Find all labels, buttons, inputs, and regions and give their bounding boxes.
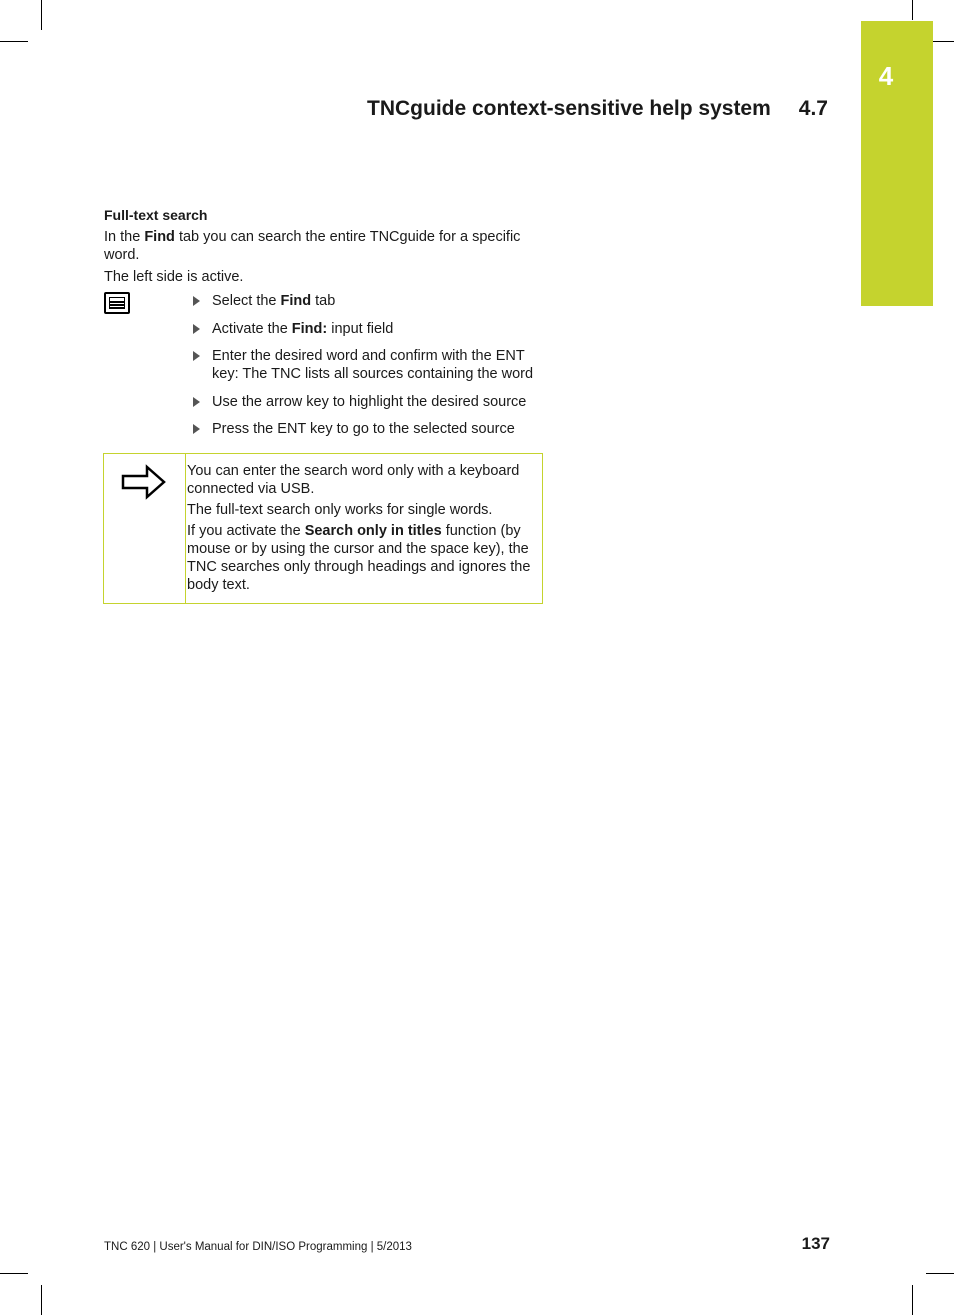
bullet-triangle-icon (193, 351, 200, 361)
arrow-right-icon (121, 464, 167, 500)
note-divider (185, 454, 186, 603)
note-text (187, 462, 537, 597)
text-run-bold: Search only in titles (304, 523, 442, 539)
text-run-bold: Find (144, 229, 175, 245)
text-run: input field (327, 320, 394, 337)
chapter-tab (861, 21, 933, 306)
text-run: Press the ENT key to go to the selected source (212, 421, 515, 437)
crop-mark (0, 1273, 28, 1274)
crop-mark (41, 1285, 42, 1315)
page-number: 137 (801, 1234, 830, 1253)
text-run: function (by mouse or by using the cursor and the space key), the TNC searches only through headings and ignores the body text. (187, 523, 531, 593)
list-item (193, 320, 543, 338)
bullet-triangle-icon (193, 296, 200, 306)
intro-paragraph (104, 228, 544, 264)
list-item (193, 292, 543, 310)
active-side-paragraph: The left side is active. (104, 269, 244, 285)
crop-mark (912, 0, 913, 20)
list-item (193, 420, 543, 438)
list-item (193, 347, 543, 383)
footer-text: TNC 620 | User's Manual for DIN/ISO Programming | 5/2013 (104, 1241, 412, 1253)
operating-steps-icon (104, 292, 130, 314)
text-run: If you activate the (187, 523, 305, 539)
text-run-bold: Find: (291, 320, 328, 337)
step-list (193, 292, 543, 448)
chapter-number: 4 (878, 61, 894, 91)
crop-mark (926, 1273, 954, 1274)
text-run: tab (311, 293, 336, 309)
note-paragraph: You can enter the search word only with a keyboard connected via USB. (187, 463, 520, 497)
note-paragraph: The full-text search only works for single words. (187, 502, 493, 518)
text-run: Use the arrow key to highlight the desired source (212, 393, 527, 410)
bullet-triangle-icon (193, 397, 200, 407)
running-head-title: TNCguide context-sensitive help system (367, 97, 771, 120)
text-run: In the (104, 229, 145, 245)
bullet-triangle-icon (193, 324, 200, 334)
section-heading: Full-text search (104, 207, 208, 223)
list-item (193, 393, 543, 411)
main-content (104, 206, 544, 290)
text-run: Activate the (212, 320, 292, 337)
note-box (103, 453, 543, 604)
text-run: Select the (212, 293, 281, 309)
note-paragraph (187, 522, 537, 594)
running-head (300, 97, 828, 121)
text-run: Enter the desired word and confirm with the ENT key: The TNC lists all sources containing the word (212, 348, 534, 382)
text-run-bold: Find (280, 293, 312, 309)
running-head-section: 4.7 (798, 97, 828, 120)
bullet-triangle-icon (193, 424, 200, 434)
text-run: tab you can search the entire TNCguide for a specific word. (104, 229, 521, 263)
crop-mark (0, 41, 28, 42)
crop-mark (912, 1285, 913, 1315)
crop-mark (41, 0, 42, 30)
